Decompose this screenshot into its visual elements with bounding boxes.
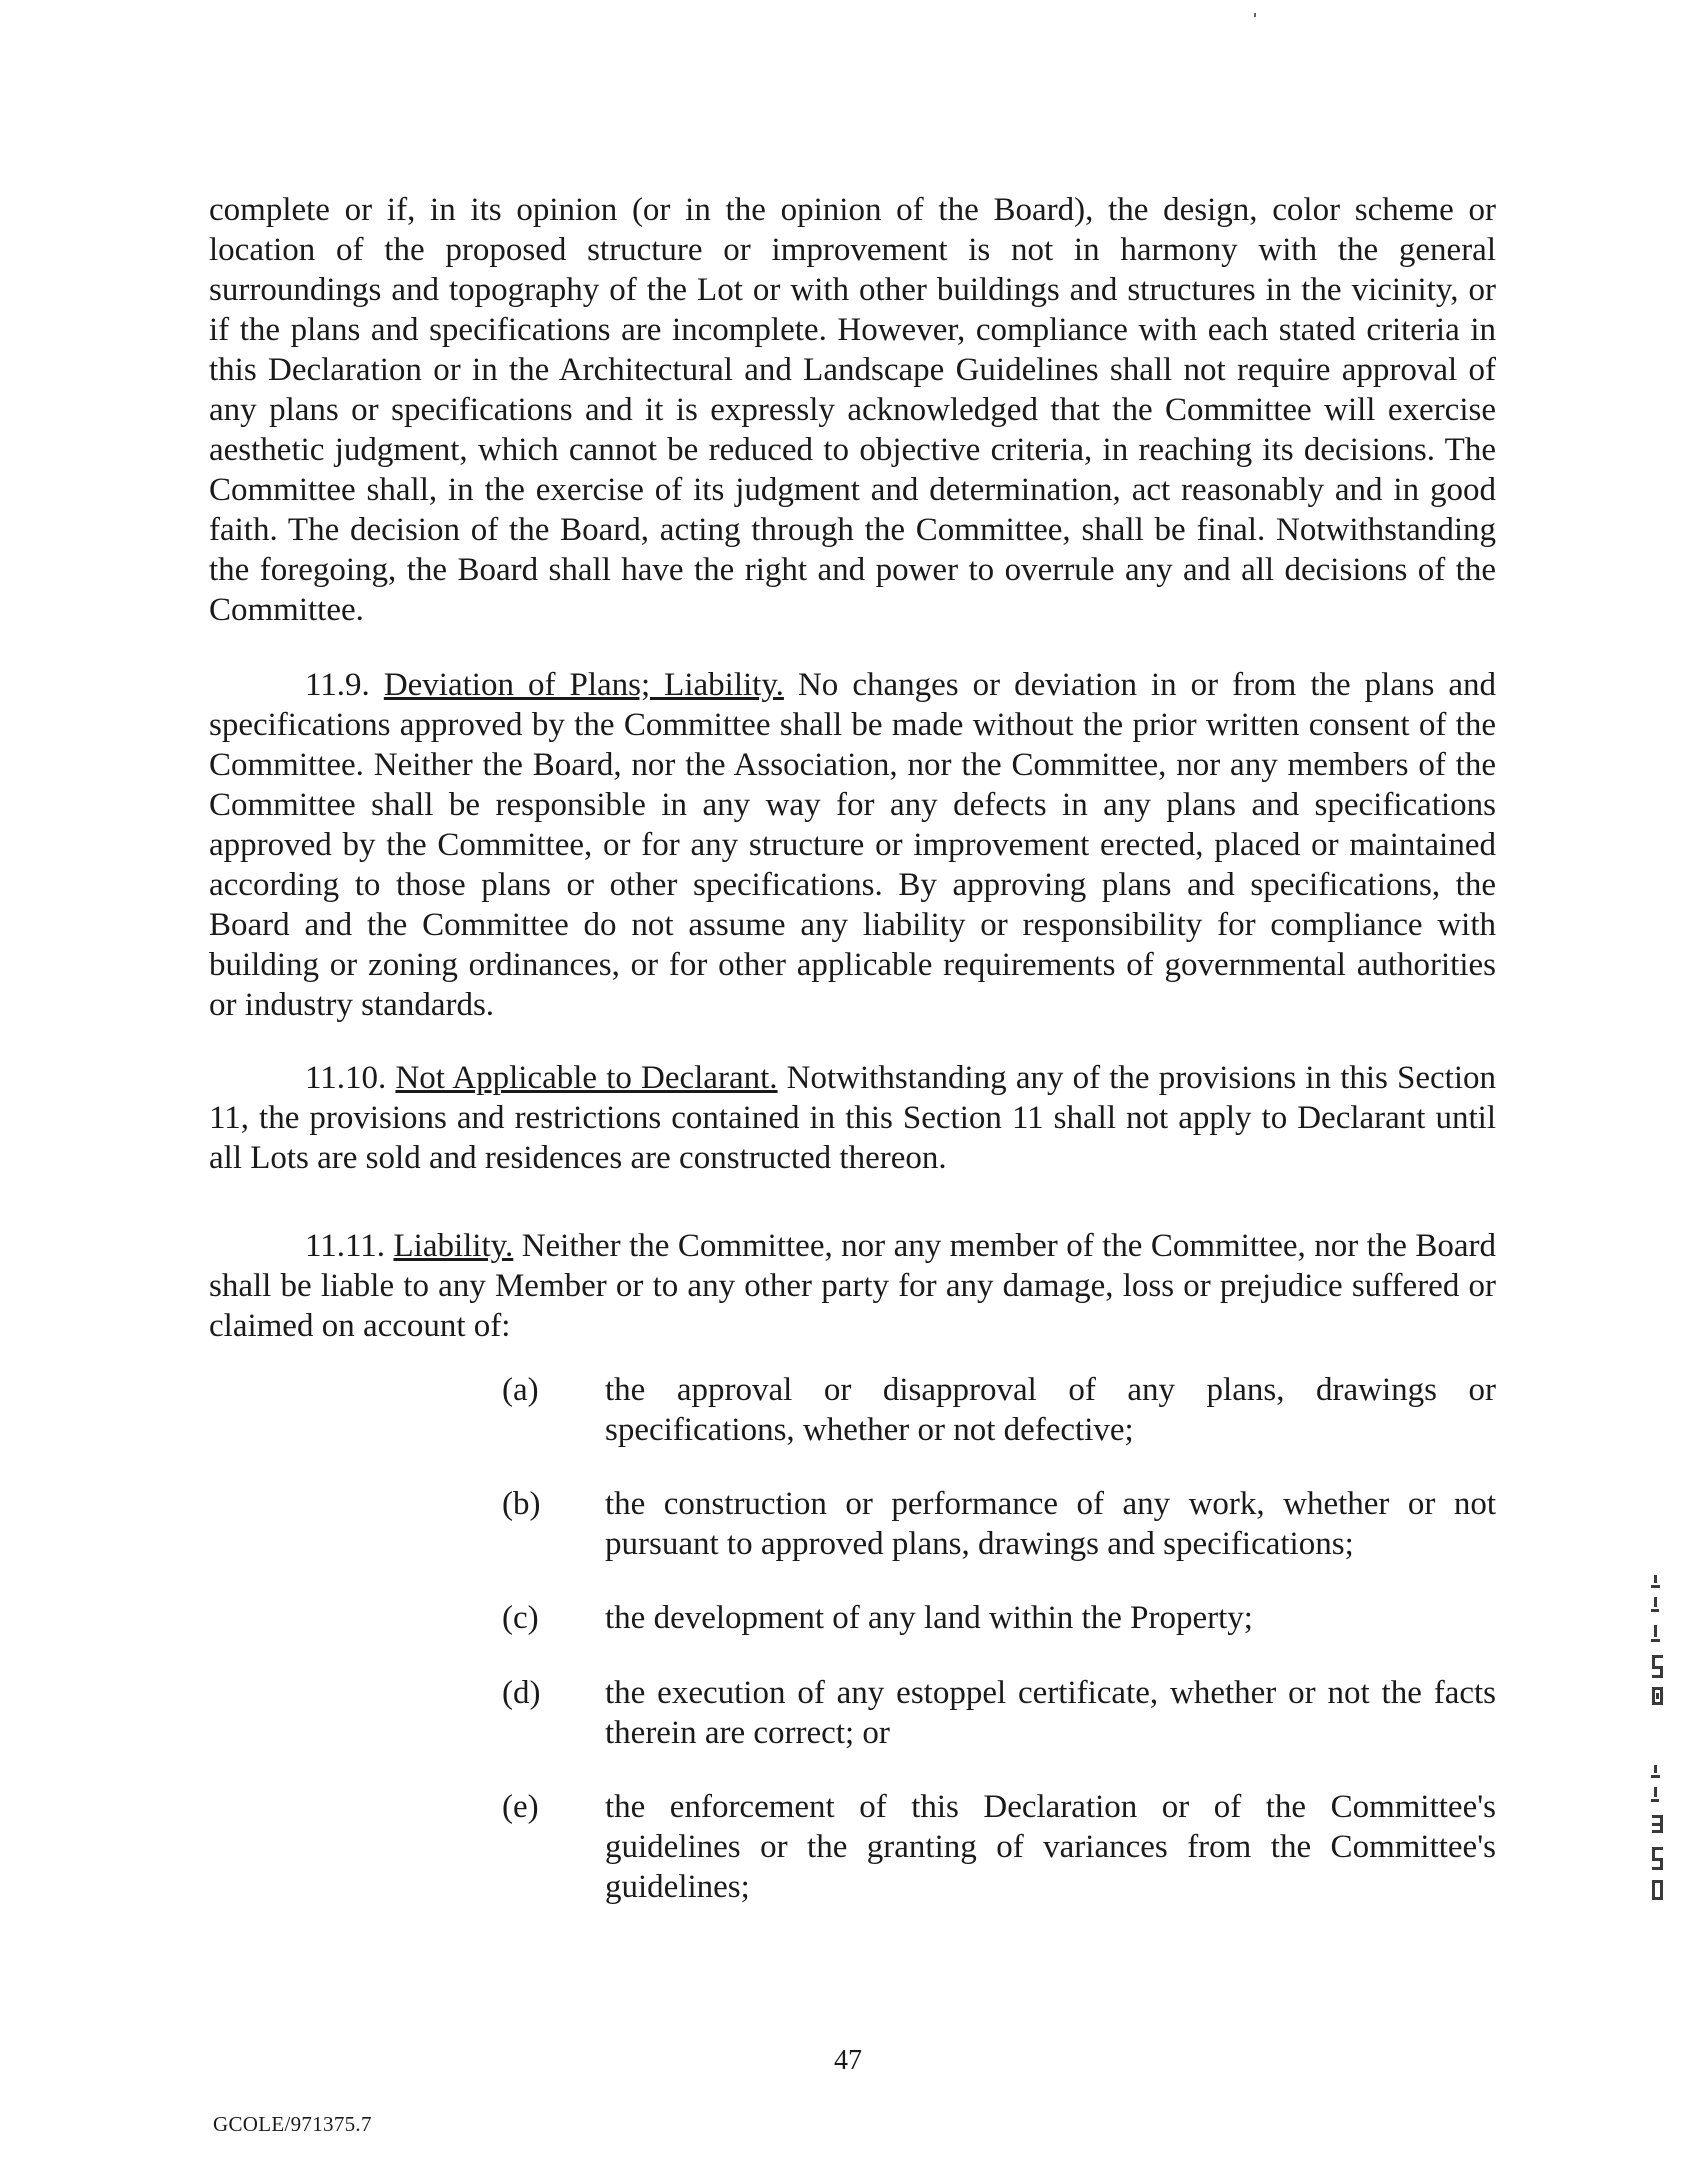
section-11-9	[209, 665, 1496, 1025]
list-item-label: (a)	[502, 1372, 539, 1408]
list-item-label: (d)	[502, 1675, 541, 1711]
section-11-11-title: Liability.	[393, 1228, 514, 1264]
list-item-text: the enforcement of this Declaration or of the Committee's guidelines or the granting of variances from the Committee's guidelines;	[605, 1789, 1496, 1905]
list-item-label: (b)	[502, 1486, 541, 1522]
margin-recording-stamp	[1643, 1575, 1669, 1910]
section-11-9-title: Deviation of Plans; Liability.	[383, 667, 784, 703]
section-11-10-number: 11.10.	[305, 1060, 387, 1096]
document-id: GCOLE/971375.7	[213, 2112, 372, 2136]
section-11-10	[209, 1058, 1496, 1178]
list-item-text: the construction or performance of any work, whether or not pursuant to approved plans, drawings and specifications;	[605, 1486, 1496, 1562]
section-11-11-body: Neither the Committee, nor any member of the Committee, nor the Board shall be liable to any Member or to any other party for any damage, loss or prejudice suffered or claimed on account of:	[209, 1228, 1497, 1344]
section-11-10-title: Not Applicable to Declarant.	[395, 1060, 778, 1096]
section-11-9-body: No changes or deviation in or from the plans and specifications approved by the Committee shall be made without the prior written consent of the Committee. Neither the Board, nor the Association, nor the Committee, nor any members of the Committee shall be responsible in any way for any defects in any plans and specifications approved by the Committee, or for any structure or improvement erected, placed or maintained according to those plans or other specifications. By approving plans and specifications, the Board and the Committee do not assume any liability or responsibility for compliance with building or zoning ordinances, or for other applicable requirements of governmental authorities or industry standards.	[209, 667, 1497, 1023]
list-item-label: (e)	[502, 1789, 539, 1825]
section-11-11	[209, 1226, 1496, 1346]
list-item-text: the approval or disapproval of any plans, drawings or specifications, whether or not defective;	[605, 1372, 1496, 1448]
scan-speck	[1254, 13, 1256, 17]
list-item-label: (c)	[502, 1600, 539, 1636]
paragraph-continued	[209, 190, 1496, 630]
paragraph-continued-text: complete or if, in its opinion (or in the opinion of the Board), the design, color scheme or location of the proposed structure or improvement is not in harmony with the general surroundings and topography of the Lot or with other buildings and structures in the vicinity, or if the plans and specifications are incomplete. However, compliance with each stated criteria in this Declaration or in the Architectural and Landscape Guidelines shall not require approval of any plans or specifications and it is expressly acknowledged that the Committee will exercise aesthetic judgment, which cannot be reduced to objective criteria, in reaching its decisions. The Committee shall, in the exercise of its judgment and determination, act reasonably and in good faith. The decision of the Board, acting through the Committee, shall be final. Notwithstanding the foregoing, the Board shall have the right and power to overrule any and all decisions of the Committee.	[209, 192, 1496, 628]
section-11-10-body: Notwithstanding any of the provisions in this Section 11, the provisions and restrictions contained in this Section 11 shall not apply to Declarant until all Lots are sold and residences are constructed thereon.	[209, 1060, 1497, 1176]
page-number: 47	[834, 2045, 862, 2076]
list-item-text: the development of any land within the Property;	[605, 1600, 1253, 1636]
section-11-9-number: 11.9.	[305, 667, 370, 703]
list-item-text: the execution of any estoppel certificate, whether or not the facts therein are correct; or	[605, 1675, 1496, 1751]
section-11-11-number: 11.11.	[305, 1228, 386, 1264]
